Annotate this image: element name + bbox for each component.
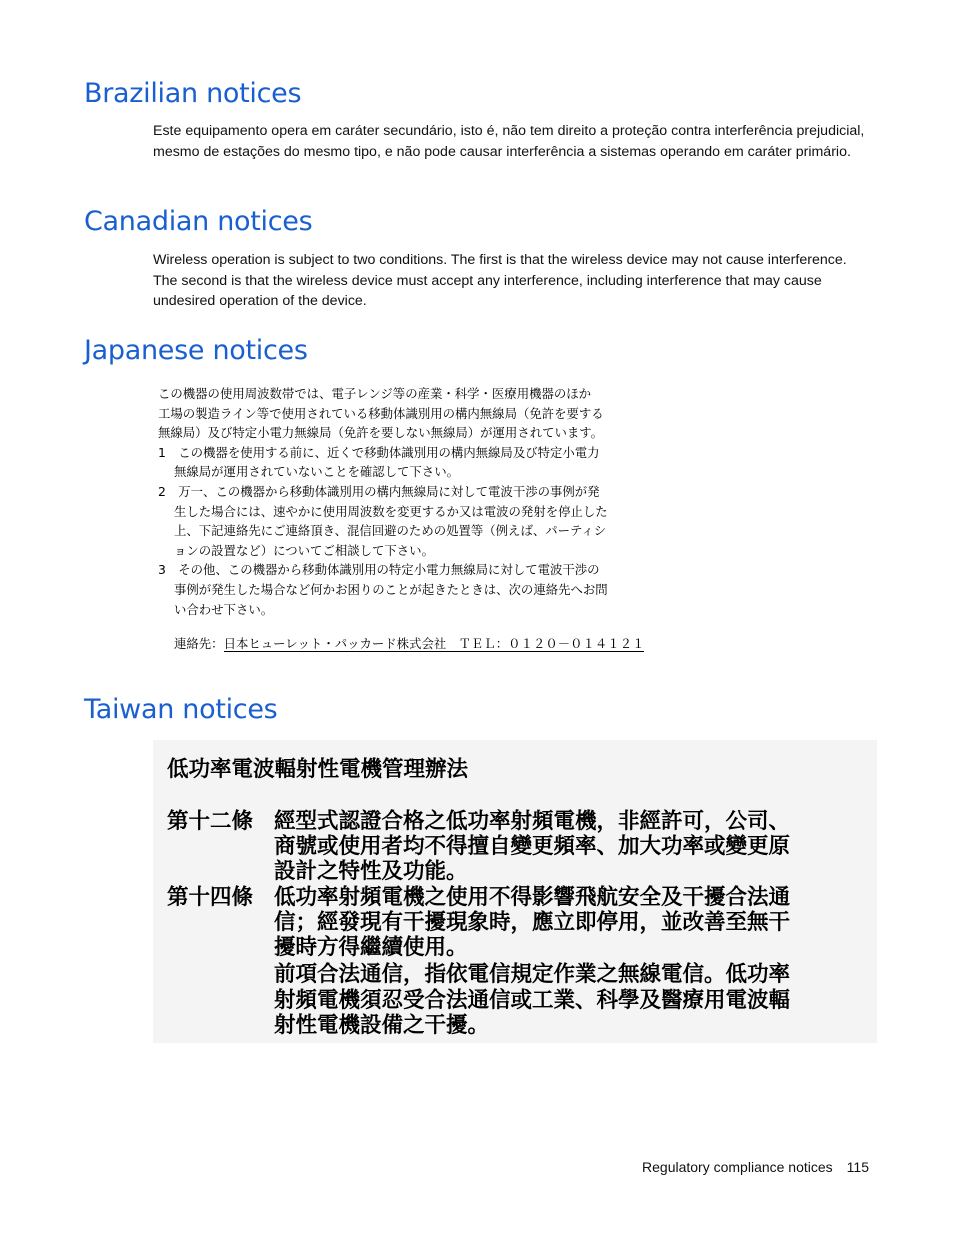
japanese-line: この機器の使用周波数帯では、電子レンジ等の産業・科学・医療用機器のほか (158, 386, 592, 401)
article-12 (167, 804, 273, 835)
japanese-line: い合わせ下さい。 (174, 601, 274, 617)
article-14-line: 低功率射頻電機之使用不得影響飛航安全及干擾合法通 (274, 885, 791, 910)
brazilian-text: Este equipamento opera em caráter secundário, isto é, não tem direito a proteção contra interferência prejudicial, mesmo de estações do mesmo tipo, e não pode causar interferência a sistemas operando em caráter primário. (153, 123, 865, 160)
japanese-line: 3 その他、この機器から移動体識別用の特定小電力無線局に対して電波干渉の (158, 562, 600, 578)
article-14-label: 第十四條 (167, 885, 254, 910)
canadian-heading: Canadian notices (84, 206, 313, 237)
brazilian-heading: Brazilian notices (84, 78, 302, 109)
article-12-line: 商號或使用者均不得擅自變更頻率、加大功率或變更原 (274, 834, 791, 859)
japanese-heading: Japanese notices (84, 335, 308, 366)
taiwan-heading: Taiwan notices (84, 694, 278, 725)
japanese-line: 生した場合には、速やかに使用周波数を変更するか又は電波の発射を停止した (174, 503, 608, 519)
article-12-line: 經型式認證合格之低功率射頻電機，非經許可，公司、 (274, 809, 791, 834)
japanese-contact (158, 634, 670, 654)
japanese-line: 工場の製造ライン等で使用されている移動体識別用の構内無線局（免許を要する (158, 405, 604, 421)
japanese-line: 上、下記連絡先にご連絡頂き、混信回避のための処置等（例えば、パーティシ (174, 523, 607, 539)
japanese-line: 1 この機器を使用する前に、近くで移動体識別用の構内無線局及び特定小電力 (158, 444, 600, 460)
article-14-line: 擾時方得繼續使用。 (274, 935, 468, 960)
article-14 (167, 880, 273, 911)
japanese-line: ョンの設置など）についてご相談して下さい。 (174, 542, 434, 558)
article-14-line: 信；經發現有干擾現象時，應立即停用，並改善至無干 (274, 910, 791, 935)
article-14-line: 射頻電機須忍受合法通信或工業、科學及醫療用電波輻 (274, 988, 791, 1013)
article-12-label: 第十二條 (167, 809, 254, 834)
article-12-line: 設計之特性及功能。 (274, 859, 468, 884)
page-footer (642, 1159, 869, 1175)
canadian-text: Wireless operation is subject to two conditions. The first is that the wireless device may not cause interference. The second is that the wireless device must accept any interference, including interference that may cause undesired operation of the device. (153, 252, 847, 310)
japanese-line: 無線局）及び特定小電力無線局（免許を要しない無線局）が運用されています。 (158, 425, 604, 441)
contact-value: 日本ヒューレット・パッカード株式会社 ＴＥＬ：０１２０－０１４１２１ (223, 636, 645, 652)
contact-label: 連絡先： (174, 636, 224, 652)
taiwan-title: 低功率電波輻射性電機管理辦法 (167, 757, 469, 782)
footer-section-title: Regulatory compliance notices (642, 1159, 833, 1175)
page-number: 115 (846, 1159, 869, 1175)
japanese-notice-image (158, 384, 670, 654)
article-14-line: 前項合法通信，指依電信規定作業之無線電信。低功率 (274, 962, 791, 987)
japanese-line: 事例が発生した場合など何かお困りのことが起きたときは、次の連絡先へお問 (174, 581, 608, 597)
taiwan-notice-image (153, 740, 877, 1043)
article-14-line: 射性電機設備之干擾。 (274, 1013, 490, 1038)
japanese-line: 無線局が運用されていないことを確認して下さい。 (174, 464, 459, 480)
japanese-line: 2 万一、この機器から移動体識別用の構内無線局に対して電波干渉の事例が発 (158, 483, 600, 499)
